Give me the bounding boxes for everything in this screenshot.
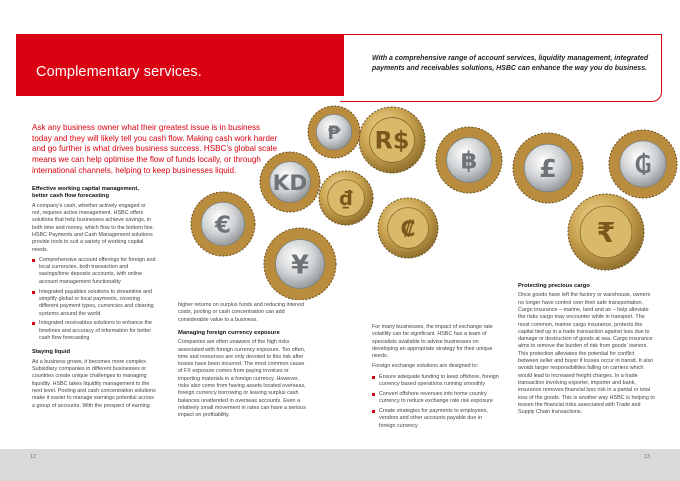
list-item: Integrated receivables solutions to enhance the timelines and accuracy of information for better cash flow forecasting bbox=[32, 320, 156, 342]
currency-coins-image bbox=[188, 104, 680, 300]
list-item: Ensure adequate funding to keep offshore, foreign currency based operations running smoothly bbox=[372, 374, 500, 389]
coin bbox=[436, 127, 502, 193]
coin-symbol: ₹ bbox=[596, 217, 616, 249]
column-cargo-insurance bbox=[518, 283, 656, 419]
body-text: A company’s cash, whether actively engaged or not, requires active management. HSBC offers solutions that help businesses achieve savings, in both time and money, which flow to the bottom line. HSBC Payments and Cash Management solutions provide tools to suit a variety of working capital needs. bbox=[32, 202, 155, 253]
page-number-left: 12 bbox=[30, 454, 37, 460]
body-text: Once goods have left the factory or warehouse, owners no longer have control over their safe transportation. Cargo insurance – marine, land and air – help alleviate the risks cargo may encounter while in transport. The most common, marine cargo insurance, protects the capital tied up in a trade transaction against loss due to damage or destruction of goods at sea. Cargo insurance aims to remove the burden of risk from goods’ owners. This protection alleviates the potential for conflict between seller and buyer if losses occur in transit. It also avoids larger responsibilities falling on carriers which would lead to increased freight charges. In a trade transaction involving exporter, importer and bank, insurance removes financial loss risk in a partial or total loss of the goods. This is another way HSBC is helping to lessen the financial risks associated with Trade and Supply Chain transactions. bbox=[518, 292, 655, 416]
bullet-list bbox=[32, 257, 156, 342]
coin bbox=[513, 133, 583, 203]
section-heading: Effective working capital management, better cash flow forecasting bbox=[32, 186, 139, 200]
coin-symbol: R$ bbox=[374, 126, 410, 155]
coin bbox=[319, 171, 373, 225]
list-item: Integrated payables solutions to streamline and simplify global or local payments, covering different payment types, currencies and clearing systems around the world bbox=[32, 289, 156, 318]
body-text: Companies are often unaware of the high risks associated with foreign currency exposure. Too often, time and resources are only devoted to this risk after losses have been incurred. The most common cause of FX exposure comes from paying invoices or importing materials in a foreign currency. However, risks also come from having assets located overseas, foreign currency borrowing or leaving surplus cash balances unattended in overseas accounts. Even a relatively small movement in rates can have a serious impact on profitability. bbox=[178, 339, 306, 419]
coin-symbol: ¥ bbox=[290, 250, 310, 281]
coin bbox=[378, 198, 438, 258]
coin bbox=[609, 130, 677, 198]
section-heading: Staying liquid bbox=[32, 349, 71, 356]
coin bbox=[308, 106, 360, 158]
list-item: Comprehensive account offerings for foreign and local currencies, both transaction and savings/time deposits accounts, with online account management functionality bbox=[32, 257, 156, 286]
column-fx-solutions bbox=[372, 324, 500, 433]
list-item: Create strategies for payments to employees, vendors and other accounts payable due in foreign currency bbox=[372, 408, 500, 430]
coin bbox=[359, 107, 425, 173]
coin-symbol: £ bbox=[539, 154, 557, 184]
section-heading: Managing foreign currency exposure bbox=[178, 329, 280, 336]
coin bbox=[191, 192, 255, 256]
coin bbox=[568, 194, 644, 270]
title-banner bbox=[16, 34, 344, 96]
coin-symbol: ₫ bbox=[339, 187, 353, 211]
body-text: For many businesses, the impact of exchange rate volatility can be significant. HSBC has a team of specialists available to advise businesses on developing an appropriate strategy for their unique needs. bbox=[372, 324, 493, 360]
coin-symbol: ฿ bbox=[460, 146, 478, 175]
coin-symbol: ₱ bbox=[327, 122, 341, 144]
column-working-capital bbox=[32, 186, 156, 413]
bullet-list bbox=[372, 374, 500, 430]
section-heading: Protecting precious cargo bbox=[518, 283, 590, 289]
summary-text: With a comprehensive range of account services, liquidity management, integrated payments and receivables solutions, HSBC can enhance the way you do business. bbox=[372, 55, 649, 72]
coin bbox=[264, 228, 336, 300]
body-text: As a business grows, it becomes more complex. Subsidiary companies in different businesses or countries create unique challenges to managing liquidity. HSBC takes liquidity management to the next level. Pooling and cash concentration solutions make it easier to manage earnings potential across a group of accounts. With the prospect of earning bbox=[32, 358, 156, 409]
coin-symbol: € bbox=[214, 212, 232, 239]
list-item: Convert offshore revenues into home country currency to reduce exchange rate risk exposure bbox=[372, 391, 500, 406]
body-text: Foreign exchange solutions are designed to: bbox=[372, 363, 479, 370]
coin bbox=[260, 152, 320, 212]
coin-symbol: ₡ bbox=[400, 216, 416, 242]
column-currency-exposure bbox=[178, 302, 308, 423]
coin-symbol: ₲ bbox=[634, 149, 652, 179]
page-title: Complementary services. bbox=[36, 64, 202, 80]
intro-paragraph: Ask any business owner what their greatest issue is in business today and they will likely tell you cash flow. Making cash work harder and go further is what drives business success. HSBC’s global scale means we can help optimise the flow of funds locally, or through international channels, helping to keep businesses liquid. bbox=[32, 123, 278, 175]
coin-symbol: KD bbox=[272, 170, 308, 196]
page-number-right: 13 bbox=[643, 454, 650, 460]
page-footer bbox=[0, 449, 680, 481]
body-text: higher returns on surplus funds and reducing interest costs, pooling or cash concentration can add considerable value to a business. bbox=[178, 302, 305, 323]
